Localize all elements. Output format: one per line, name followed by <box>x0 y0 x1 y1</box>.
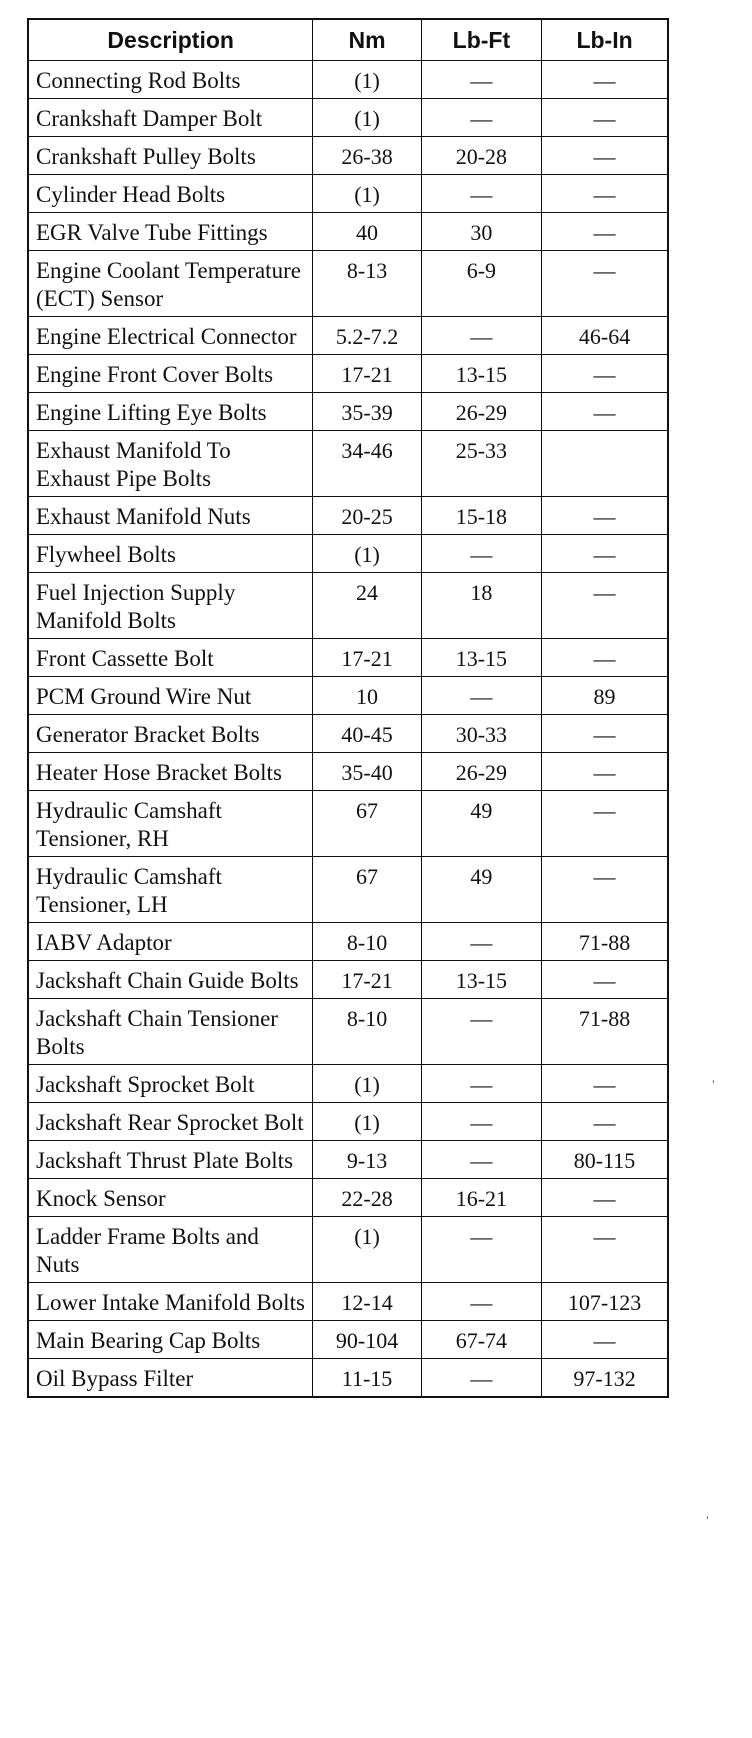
cell-nm: 24 <box>313 573 421 639</box>
cell-description: Main Bearing Cap Bolts <box>28 1321 313 1359</box>
cell-nm: 35-39 <box>313 393 421 431</box>
cell-lbft: — <box>421 677 541 715</box>
cell-description: Knock Sensor <box>28 1179 313 1217</box>
cell-lbft: — <box>421 61 541 99</box>
cell-lbin: 107-123 <box>542 1283 668 1321</box>
table-row <box>28 213 668 251</box>
cell-lbft: — <box>421 1065 541 1103</box>
cell-nm: 35-40 <box>313 753 421 791</box>
cell-lbft: 20-28 <box>421 137 541 175</box>
cell-nm: 22-28 <box>313 1179 421 1217</box>
cell-nm: 40 <box>313 213 421 251</box>
cell-nm: 67 <box>313 791 421 857</box>
cell-lbft: 49 <box>421 857 541 923</box>
cell-description: Engine Front Cover Bolts <box>28 355 313 393</box>
cell-lbft: — <box>421 1283 541 1321</box>
cell-lbin: — <box>542 251 668 317</box>
cell-lbft: 26-29 <box>421 753 541 791</box>
cell-lbft: 18 <box>421 573 541 639</box>
table-row <box>28 573 668 639</box>
column-header-lbft: Lb-Ft <box>421 19 541 61</box>
cell-nm: 34-46 <box>313 431 421 497</box>
cell-nm: 67 <box>313 857 421 923</box>
cell-description: Fuel Injection Supply Manifold Bolts <box>28 573 313 639</box>
cell-lbin: — <box>542 573 668 639</box>
cell-lbin: 71-88 <box>542 923 668 961</box>
cell-description: Jackshaft Rear Sprocket Bolt <box>28 1103 313 1141</box>
cell-nm: (1) <box>313 99 421 137</box>
column-header-description: Description <box>28 19 313 61</box>
cell-description: Engine Electrical Connector <box>28 317 313 355</box>
table-row <box>28 1065 668 1103</box>
table-body <box>28 61 668 1398</box>
cell-lbin: — <box>542 1321 668 1359</box>
cell-nm: (1) <box>313 535 421 573</box>
cell-lbft: 13-15 <box>421 355 541 393</box>
cell-lbft: — <box>421 999 541 1065</box>
cell-description: Hydraulic Camshaft Tensioner, LH <box>28 857 313 923</box>
cell-lbft: 13-15 <box>421 639 541 677</box>
cell-lbin: — <box>542 393 668 431</box>
cell-lbin: 89 <box>542 677 668 715</box>
cell-nm: 8-10 <box>313 999 421 1065</box>
scan-speck: ’ <box>706 1514 709 1528</box>
cell-description: Heater Hose Bracket Bolts <box>28 753 313 791</box>
cell-description: PCM Ground Wire Nut <box>28 677 313 715</box>
cell-lbin: — <box>542 213 668 251</box>
cell-nm: 5.2-7.2 <box>313 317 421 355</box>
cell-lbin: — <box>542 175 668 213</box>
cell-lbft: 49 <box>421 791 541 857</box>
cell-lbft: — <box>421 99 541 137</box>
cell-lbin: — <box>542 715 668 753</box>
cell-lbin: — <box>542 753 668 791</box>
column-header-nm: Nm <box>313 19 421 61</box>
table-row <box>28 137 668 175</box>
cell-nm: 11-15 <box>313 1359 421 1398</box>
cell-lbin: — <box>542 355 668 393</box>
cell-description: Connecting Rod Bolts <box>28 61 313 99</box>
cell-nm: 90-104 <box>313 1321 421 1359</box>
cell-lbin: — <box>542 961 668 999</box>
cell-nm: 9-13 <box>313 1141 421 1179</box>
cell-nm: 17-21 <box>313 355 421 393</box>
cell-nm: 8-10 <box>313 923 421 961</box>
table-row <box>28 791 668 857</box>
table-row <box>28 99 668 137</box>
table-row <box>28 1359 668 1398</box>
cell-nm: 20-25 <box>313 497 421 535</box>
table-row <box>28 961 668 999</box>
cell-nm: (1) <box>313 1103 421 1141</box>
cell-lbin: — <box>542 99 668 137</box>
table-row <box>28 251 668 317</box>
cell-lbft: 30-33 <box>421 715 541 753</box>
table-row <box>28 1283 668 1321</box>
cell-lbin: — <box>542 791 668 857</box>
cell-nm: 40-45 <box>313 715 421 753</box>
table-row <box>28 1141 668 1179</box>
cell-nm: 17-21 <box>313 639 421 677</box>
table-row <box>28 1321 668 1359</box>
cell-lbft: 25-33 <box>421 431 541 497</box>
table-row <box>28 1103 668 1141</box>
cell-nm: 8-13 <box>313 251 421 317</box>
table-row <box>28 1179 668 1217</box>
cell-description: Lower Intake Manifold Bolts <box>28 1283 313 1321</box>
cell-lbin: — <box>542 857 668 923</box>
cell-lbft: 30 <box>421 213 541 251</box>
cell-lbft: — <box>421 1103 541 1141</box>
header-row <box>28 19 668 61</box>
cell-description: Ladder Frame Bolts and Nuts <box>28 1217 313 1283</box>
cell-lbft: — <box>421 923 541 961</box>
cell-lbft: — <box>421 1359 541 1398</box>
cell-description: Crankshaft Pulley Bolts <box>28 137 313 175</box>
cell-lbin: — <box>542 497 668 535</box>
cell-description: Oil Bypass Filter <box>28 1359 313 1398</box>
cell-description: Engine Coolant Temperature (ECT) Sensor <box>28 251 313 317</box>
cell-lbft: 67-74 <box>421 1321 541 1359</box>
cell-description: Jackshaft Chain Tensioner Bolts <box>28 999 313 1065</box>
cell-description: Generator Bracket Bolts <box>28 715 313 753</box>
cell-lbft: — <box>421 1141 541 1179</box>
cell-lbin: — <box>542 1179 668 1217</box>
cell-description: Flywheel Bolts <box>28 535 313 573</box>
table-row <box>28 393 668 431</box>
cell-lbin: — <box>542 137 668 175</box>
table-row <box>28 677 668 715</box>
cell-description: EGR Valve Tube Fittings <box>28 213 313 251</box>
cell-lbft: — <box>421 1217 541 1283</box>
table-row <box>28 715 668 753</box>
cell-nm: 10 <box>313 677 421 715</box>
table-row <box>28 753 668 791</box>
torque-specifications-table <box>27 18 669 1398</box>
cell-nm: (1) <box>313 175 421 213</box>
cell-lbin: — <box>542 1065 668 1103</box>
cell-description: Jackshaft Sprocket Bolt <box>28 1065 313 1103</box>
cell-nm: 26-38 <box>313 137 421 175</box>
cell-lbin: — <box>542 61 668 99</box>
table-row <box>28 431 668 497</box>
table-row <box>28 999 668 1065</box>
cell-lbin: 97-132 <box>542 1359 668 1398</box>
cell-lbft: 16-21 <box>421 1179 541 1217</box>
cell-lbin: 46-64 <box>542 317 668 355</box>
cell-lbft: 26-29 <box>421 393 541 431</box>
scan-speck: ’ <box>712 1078 715 1092</box>
cell-lbft: 13-15 <box>421 961 541 999</box>
cell-description: Hydraulic Camshaft Tensioner, RH <box>28 791 313 857</box>
cell-lbin: — <box>542 535 668 573</box>
cell-description: Engine Lifting Eye Bolts <box>28 393 313 431</box>
table-row <box>28 497 668 535</box>
cell-description: Jackshaft Chain Guide Bolts <box>28 961 313 999</box>
cell-description: Front Cassette Bolt <box>28 639 313 677</box>
table-row <box>28 61 668 99</box>
table-row <box>28 1217 668 1283</box>
table-row <box>28 639 668 677</box>
cell-lbin <box>542 431 668 497</box>
cell-lbin: — <box>542 1103 668 1141</box>
cell-nm: (1) <box>313 1217 421 1283</box>
cell-description: Exhaust Manifold To Exhaust Pipe Bolts <box>28 431 313 497</box>
cell-description: Jackshaft Thrust Plate Bolts <box>28 1141 313 1179</box>
cell-description: Exhaust Manifold Nuts <box>28 497 313 535</box>
cell-nm: 12-14 <box>313 1283 421 1321</box>
cell-description: Cylinder Head Bolts <box>28 175 313 213</box>
cell-lbin: 71-88 <box>542 999 668 1065</box>
cell-nm: (1) <box>313 1065 421 1103</box>
table-row <box>28 355 668 393</box>
table-row <box>28 857 668 923</box>
cell-lbft: — <box>421 317 541 355</box>
cell-lbft: 15-18 <box>421 497 541 535</box>
cell-lbft: 6-9 <box>421 251 541 317</box>
cell-lbin: — <box>542 639 668 677</box>
cell-lbft: — <box>421 535 541 573</box>
table-row <box>28 923 668 961</box>
cell-lbin: — <box>542 1217 668 1283</box>
column-header-lbin: Lb-In <box>542 19 668 61</box>
cell-nm: (1) <box>313 61 421 99</box>
cell-lbin: 80-115 <box>542 1141 668 1179</box>
table-header <box>28 19 668 61</box>
cell-lbft: — <box>421 175 541 213</box>
table-row <box>28 175 668 213</box>
cell-description: IABV Adaptor <box>28 923 313 961</box>
table-row <box>28 535 668 573</box>
cell-description: Crankshaft Damper Bolt <box>28 99 313 137</box>
cell-nm: 17-21 <box>313 961 421 999</box>
table-row <box>28 317 668 355</box>
